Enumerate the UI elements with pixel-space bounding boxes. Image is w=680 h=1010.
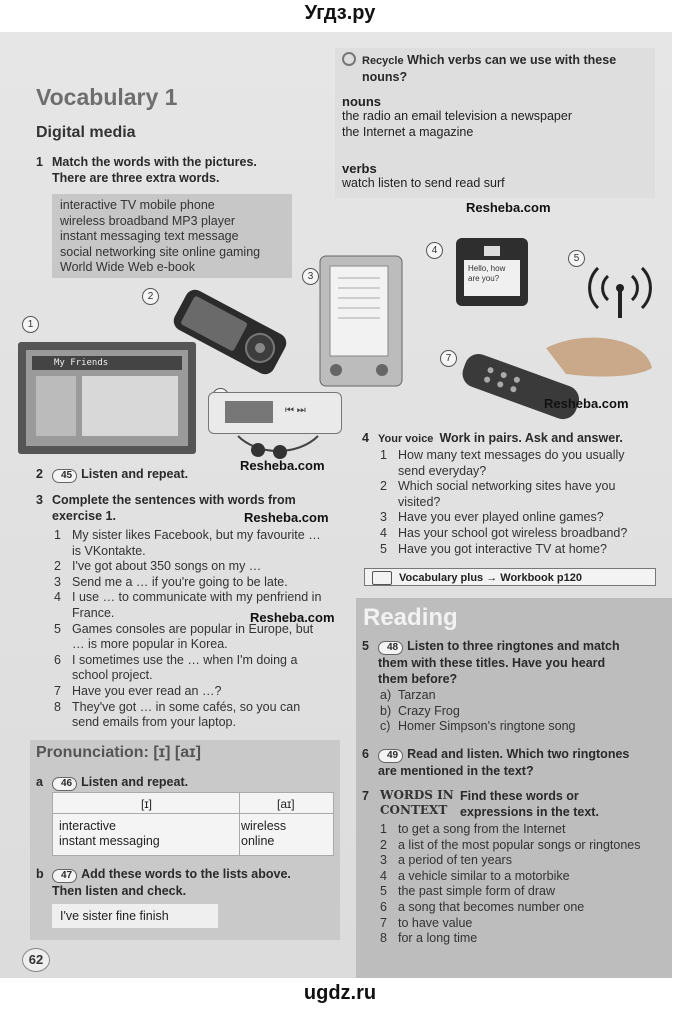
ex4-number: 4 [362,431,369,445]
ex3-sentence [52,528,352,544]
ex3-sentence-number: 5 [54,621,61,636]
ex4-question [378,526,668,542]
ex3-sentence-number: 4 [54,590,61,605]
earphones-icon [228,430,328,460]
mp3-player-picture [208,392,342,434]
book-icon [372,571,392,585]
site-footer: ugdz.ru [303,982,377,1004]
ex4-question-text: Have you ever played online games? [398,510,604,525]
ex7-expression-number: 6 [380,899,387,914]
ex3-sentence [52,622,352,638]
picture-number-4: 4 [426,242,443,259]
e-book-picture [316,252,410,392]
ex7-expression [378,822,668,838]
ex3-sentence-text: France. [72,605,115,620]
ex5-line2: them with these titles. Have you heard [378,656,606,670]
ex3-sentence-text: I've got about 350 songs on my … [72,559,262,574]
verbs-list: watch listen to send read surf [342,176,505,190]
ex4-question-number: 3 [380,510,387,525]
website-sidebar [36,376,76,436]
ex3-sentence [52,559,352,575]
section-subtitle: Digital media [36,124,136,141]
word-box-line: social networking site online gaming [60,244,261,259]
ex4-question-number: 4 [380,525,387,540]
ex2-instruction [36,466,188,483]
pron-a-label: a [36,775,43,789]
ex6-number: 6 [362,747,369,761]
ex4-question [378,542,668,558]
ex5-title-text: Homer Simpson's ringtone song [398,719,576,734]
ex5-line1: Listen to three ringtones and match [407,639,620,653]
ex4-question-text: visited? [398,494,441,509]
recycle-question [362,52,662,85]
ex3-sentence-text: Games consoles are popular in Europe, but [72,621,314,636]
word-box-line: wireless broadband MP3 player [60,213,236,228]
ex3-sentence-text: I sometimes use the … when I'm doing a [72,652,298,667]
reading-heading: Reading [363,604,458,631]
ex3-sentence [52,544,352,560]
ex2-text: Listen and repeat. [81,467,189,481]
ex3-sentence-number: 2 [54,559,61,574]
ex4-question-text: How many text messages do you usually [398,448,625,462]
ex5-title [378,704,658,720]
pron-col1-head: [ɪ] [141,797,152,811]
website-content [82,376,178,436]
ex7-line1: Find these words or [460,789,579,803]
pronunciation-title: Pronunciation: [ɪ] [aɪ] [36,744,201,761]
ex3-sentence-text: My sister likes Facebook, but my favourite … [72,528,321,542]
ex7-expression [378,838,668,854]
pron-b-word-box: I've sister fine finish [52,904,218,928]
ex5-line3: them before? [378,672,458,686]
ex7-number: 7 [362,789,369,803]
ex1-number: 1 [36,155,43,169]
ex3-sentence-text: Send me a … if you're going to be late. [72,574,288,589]
recycle-q1: Which verbs can we use with these [407,53,617,67]
ex4-question-text: Which social networking sites have you [398,479,616,494]
pron-col2-head: [aɪ] [277,797,295,811]
ex3-sentence [52,653,352,669]
watermark: Resheba.com [544,396,629,411]
ex7-expression-number: 7 [380,915,387,930]
recycle-q2: nouns? [362,70,408,84]
ex6-instruction [362,746,629,779]
pronunciation-table [52,792,334,856]
wireless-signal-icon [588,258,652,322]
verbs-heading: verbs [342,161,377,176]
ex7-expression-text: a song that becomes number one [398,899,585,914]
ex4-question [378,479,668,495]
ex4-question-number: 2 [380,479,387,494]
watermark: Resheba.com [250,610,335,625]
audio-track-45-icon[interactable]: 45 [52,469,77,483]
ex7-expression-text: a vehicle similar to a motorbike [398,868,570,883]
ex7-expression [378,916,668,932]
ex3-sentence-text: I use … to communicate with my penfriend in [72,590,322,605]
your-voice-label: Your voice [378,433,434,445]
ex3-sentence-text: … is more popular in Korea. [72,637,228,652]
ex7-expression-number: 4 [380,868,387,883]
ex3-sentence [52,606,352,622]
ex1-word-box [52,194,292,278]
ex4-question-text: send everyday? [398,463,487,478]
nouns-line: the radio an email television a newspaper [342,109,572,123]
ex3-sentence [52,590,352,606]
ex7-expression-text: a period of ten years [398,853,512,868]
mp3-player-screen [225,401,273,423]
ex7-text [460,788,599,820]
ex4-question [378,495,668,511]
audio-track-47-icon[interactable]: 47 [52,869,77,883]
ex1-line1: Match the words with the pictures. [52,155,257,169]
ex5-title-list [378,688,658,735]
ex7-expression [378,931,668,947]
audio-track-46-icon[interactable]: 46 [52,777,77,791]
ex7-expression-text: to get a song from the Internet [398,822,566,836]
word-box-line: instant messaging text message [60,229,239,243]
phone-screen-message: Hello, how are you? [464,260,520,296]
ex7-expression-number: 5 [380,884,387,899]
ex4-question [378,510,668,526]
recycle-icon [342,52,356,66]
mobile-phone-picture [160,282,300,382]
ex3-sentence-list [52,528,352,731]
page-number: 62 [22,948,50,972]
ex6-line1: Read and listen. Which two ringtones [407,747,630,761]
ex3-sentence-text: is VKontakte. [72,543,146,558]
ex7-expression-text: to have value [398,915,473,930]
ex3-sentence-number: 8 [54,699,61,714]
ex5-title [378,719,658,735]
ex7-expression [378,884,668,900]
ex3-instruction [36,492,296,524]
ex3-sentence [52,684,352,700]
nouns-list [342,109,572,140]
ex3-line1: Complete the sentences with words from [52,493,296,507]
mp3-player-controls-icon: ⏮ ⏭ [285,405,306,416]
ex5-title [378,688,658,704]
pron-b-instruction [36,866,291,899]
ex7-expression-number: 2 [380,837,387,852]
ex7-expression-number: 3 [380,853,387,868]
picture-number-7: 7 [440,350,457,367]
pron-b-line2: Then listen and check. [52,884,187,898]
ex4-question-text: Has your school got wireless broadband? [398,525,628,540]
pron-col1 [59,819,160,849]
ex7-expression-number: 8 [380,931,387,946]
ex5-title-text: Tarzan [398,688,436,702]
wic-line1: WORDS IN [380,788,454,802]
pron-col1-word: instant messaging [59,834,160,848]
ex4-question-number: 1 [380,448,387,462]
picture-number-5: 5 [568,250,585,267]
text-message-phone-picture [456,238,528,306]
ex7-expression-text: the past simple form of draw [398,884,556,899]
ex5-title-number: c) [380,719,391,734]
ex7-instruction [362,788,378,804]
ex4-instruction [362,430,623,447]
watermark: Resheba.com [244,510,329,525]
ex4-question [378,464,668,480]
ex1-line2: There are three extra words. [52,171,220,185]
pron-table-divider [239,793,240,855]
ex5-title-number: b) [380,703,392,718]
ex7-line2: expressions in the text. [460,805,599,819]
ex3-sentence-number: 3 [54,574,61,589]
ex3-sentence [52,668,352,684]
ex4-text: Work in pairs. Ask and answer. [439,431,623,445]
page-title: Vocabulary 1 [36,84,178,110]
ex3-sentence-number: 7 [54,683,61,698]
ex3-sentence-text: Have you ever read an …? [72,683,222,698]
ex3-line2: exercise 1. [52,509,116,523]
ex7-expression [378,853,668,869]
pron-col2-word: wireless [241,819,287,833]
ex5-instruction [362,638,620,687]
pron-b-line1: Add these words to the lists above. [81,867,291,881]
wic-line2: CONTEXT [380,803,448,817]
ex7-expression-number: 1 [380,822,387,836]
ex2-number: 2 [36,467,43,481]
ex4-question-text: Have you got interactive TV at home? [398,541,607,556]
watermark: Resheba.com [240,458,325,473]
ex7-expression-list [378,822,668,947]
ex3-number: 3 [36,493,43,507]
ex1-instruction [36,154,257,186]
word-box-line: World Wide Web e-book [60,260,196,274]
ex6-line2: are mentioned in the text? [378,764,534,778]
ex3-sentence-number: 6 [54,652,61,667]
ex7-expression [378,869,668,885]
picture-number-3: 3 [302,268,319,285]
audio-track-49-icon[interactable]: 49 [378,749,403,763]
ex7-expression [378,900,668,916]
ex3-sentence-text: send emails from your laptop. [72,715,236,730]
envelope-icon [484,246,500,256]
vocabulary-plus-link[interactable]: Vocabulary plus → Workbook p120 [364,568,656,586]
pron-col2 [241,819,286,849]
picture-number-2: 2 [142,288,159,305]
ex3-sentence [52,700,352,716]
pron-a-text: Listen and repeat. [81,775,189,789]
ex5-number: 5 [362,639,369,653]
picture-number-1: 1 [22,316,39,333]
nouns-heading: nouns [342,94,381,109]
pron-a-instruction [36,774,188,791]
pron-b-label: b [36,867,44,881]
ex3-sentence-text: They've got … in some cafés, so you can [72,699,301,714]
ex3-sentence [52,637,352,653]
pron-col2-word: online [241,834,275,848]
website-tab: My Friends [32,356,182,370]
site-header: Угдз.ру [304,2,376,24]
nouns-line: the Internet a magazine [342,124,474,139]
words-in-context-label [380,788,454,818]
ex3-sentence [52,575,352,591]
ex3-sentence-number: 1 [54,528,61,542]
ex4-question-list [378,448,668,557]
ex5-title-number: a) [380,688,392,702]
ex7-expression-text: for a long time [398,931,478,946]
ex3-sentence [52,715,352,731]
remote-control-picture [456,328,656,428]
pron-col1-word: interactive [59,819,116,833]
ex4-question [378,448,668,464]
audio-track-48-icon[interactable]: 48 [378,641,403,655]
word-box-line: interactive TV mobile phone [60,198,215,212]
ex7-expression-text: a list of the most popular songs or ringtones [398,837,641,852]
ex5-title-text: Crazy Frog [398,703,460,718]
watermark: Resheba.com [466,200,551,215]
ex3-sentence-text: school project. [72,668,153,683]
ex4-question-number: 5 [380,541,387,556]
recycle-label: Recycle [362,55,404,67]
